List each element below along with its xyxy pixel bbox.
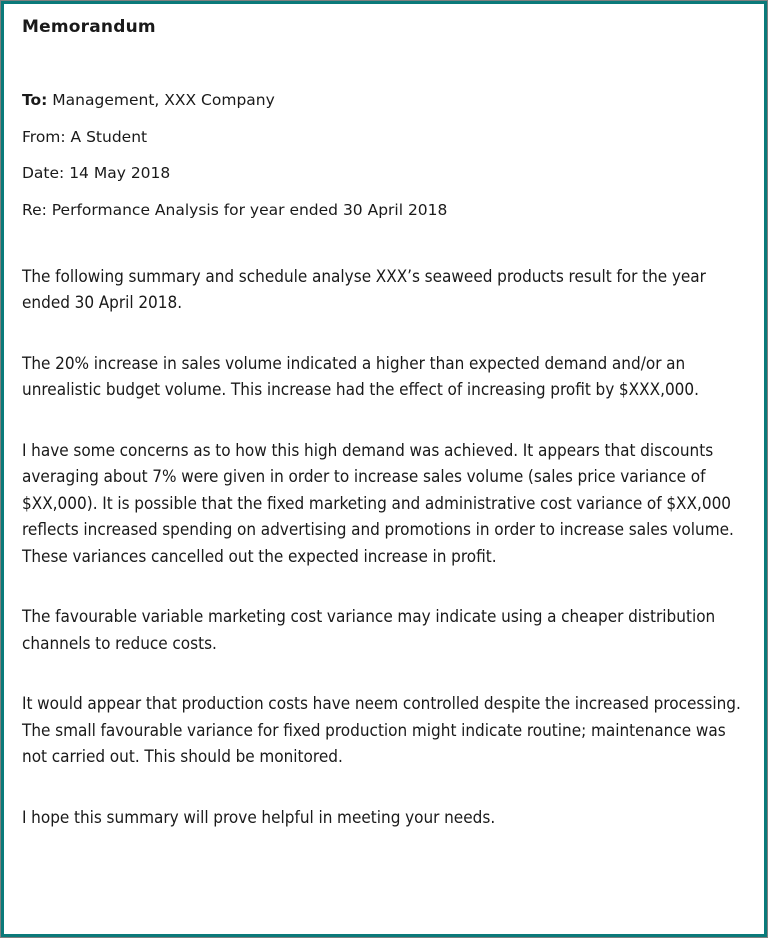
memo-re-line: Re: Performance Analysis for year ended 30 April 2018 <box>22 200 448 219</box>
document-content <box>1 1 768 831</box>
memo-body-text <box>22 264 751 832</box>
memo-to-label: To: <box>22 91 48 109</box>
memo-to-value: Management, XXX Company <box>47 91 275 109</box>
memo-paragraph: It would appear that production costs have neem controlled despite the increased processing. The small favourable variance for fixed production might indicate routine; maintenance was not carried out. This should be monitored. <box>22 694 741 767</box>
memo-header-block <box>22 90 751 220</box>
memo-paragraph: The following summary and schedule analyse XXX’s seaweed products result for the year ended 30 April 2018. <box>22 266 706 313</box>
memo-paragraph: The favourable variable marketing cost variance may indicate using a cheaper distribution channels to reduce costs. <box>22 607 716 654</box>
memo-paragraph: I have some concerns as to how this high demand was achieved. It appears that discounts averaging about 7% were given in order to increase sales volume (sales price variance of $XX,000). It is possible that the fixed marketing and administrative cost variance of $XX,000 reflects increased spending on advertising and promotions in order to increase sales volume. These variances cancelled out the expected increase in profit. <box>22 440 734 567</box>
memo-paragraph: I hope this summary will prove helpful in meeting your needs. <box>22 807 496 828</box>
memo-paragraph: The 20% increase in sales volume indicated a higher than expected demand and/or an unrealistic budget volume. This increase had the effect of increasing profit by $XXX,000. <box>22 353 699 400</box>
page-title: Memorandum <box>22 17 156 37</box>
memo-date-line: Date: 14 May 2018 <box>22 164 171 182</box>
memo-to-line <box>22 90 751 110</box>
memo-from-line: From: A Student <box>22 127 148 146</box>
